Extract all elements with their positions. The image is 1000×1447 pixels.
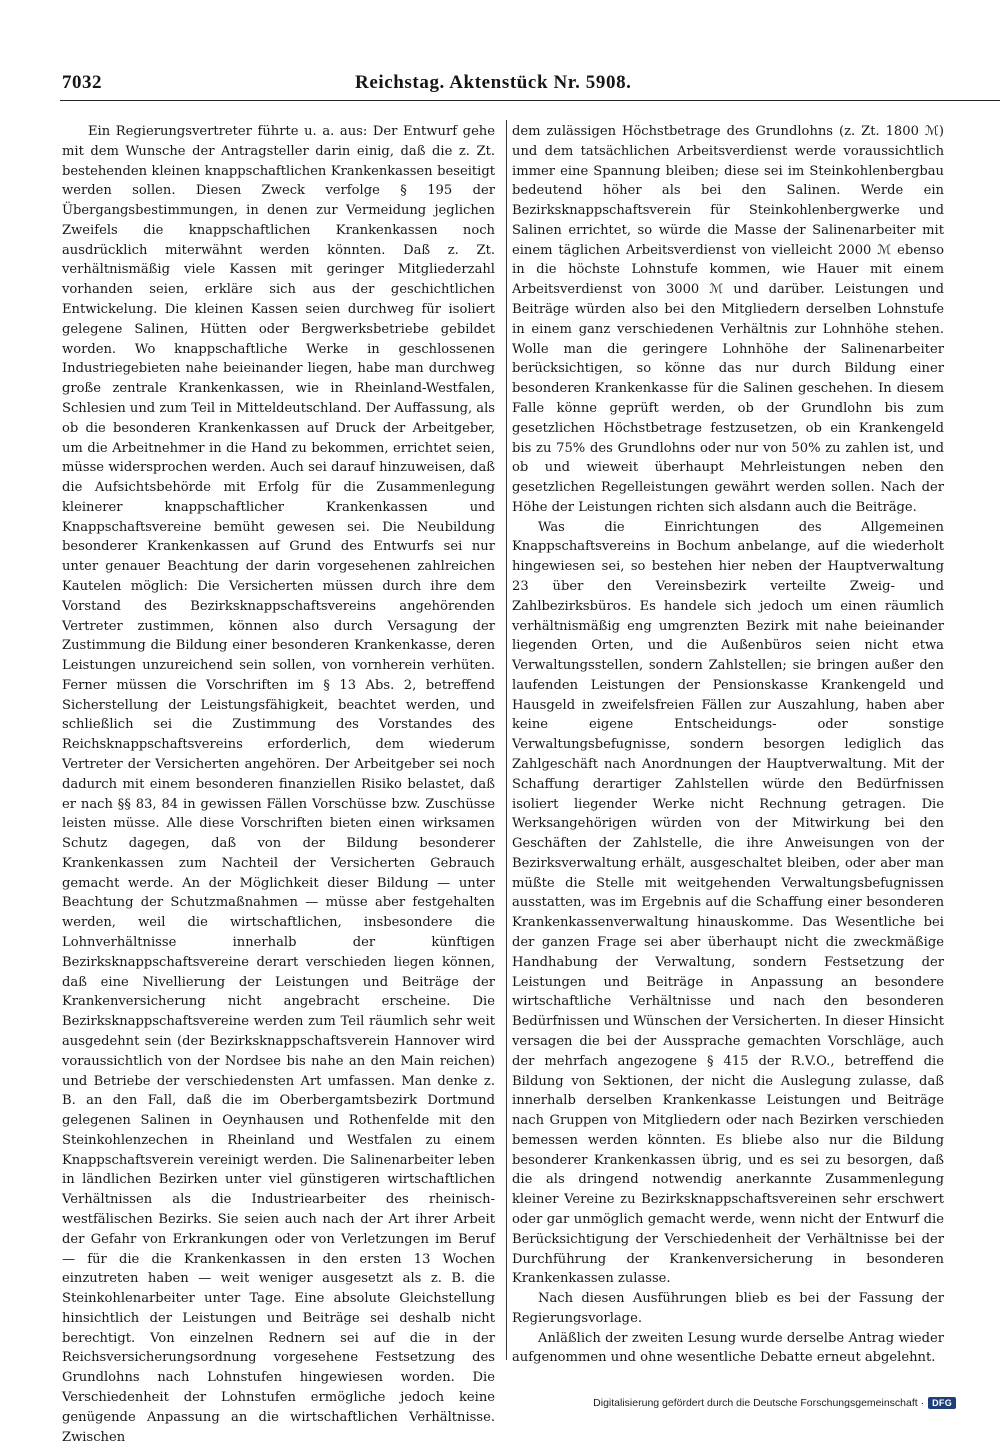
header-divider [60, 100, 1000, 101]
page-title: Reichstag. Aktenstück Nr. 5908. [355, 72, 632, 93]
footer-text: Digitalisierung gefördert durch die Deutsche Forschungsgemeinschaft · [593, 1397, 925, 1409]
left-paragraph-1: Ein Regierungsvertreter führte u. a. aus: Der Entwurf gehe mit dem Wunsche der Antragsteller darin einig, daß die z. Zt. bestehenden kleinen knappschaftlichen Krankenkassen beseitigt werden sollen. Diesen Zweck verfolge § 195 der Übergangsbestimmungen, in denen zur Vermeidung jeglichen Zweifels die knappschaftlichen Krankenkassen noch ausdrücklich miterwähnt werden könnten. Daß z. Zt. verhältnismäßig viele Kassen mit geringer Mitgliederzahl vorhanden seien, erkläre sich aus der geschichtlichen Entwickelung. Die kleinen Kassen seien durchweg für isoliert gelegene Salinen, Hütten oder Bergwerksbetriebe gebildet worden. Wo knappschaftliche Werke in geschlossenen Industriegebieten nahe beieinander liegen, habe man durchweg große zentrale Krankenkassen, wie in Rheinland-Westfalen, Schlesien und zum Teil in Mitteldeutschland. Der Auffassung, als ob die besonderen Krankenkassen auf Druck der Arbeitgeber, um die Arbeitnehmer in die Hand zu bekommen, errichtet seien, müsse widersprochen werden. Auch sei darauf hinzuweisen, daß die Aufsichtsbehörde mit Erfolg für die Zusammenlegung kleinerer knappschaftlicher Krankenkassen und Knappschaftsvereine bemüht gewesen sei. Die Neubildung besonderer Krankenkassen auf Grund des Entwurfs sei nur unter genauer Beachtung der darin vorgesehenen zahlreichen Kautelen möglich: Die Versicherten müssen durch ihre dem Vorstand des Bezirksknappschaftsvereins angehörenden Vertreter zustimmen, können also durch Versagung der Zustimmung die Bildung einer besonderen Krankenkasse, deren Leistungen unzureichend sein sollen, von vornherein verhüten. Ferner müssen die Vorschriften im § 13 Abs. 2, betreffend Sicherstellung der Leistungsfähigkeit, beachtet werden, und schließlich sei die Zustimmung des Vorstandes des Reichsknappschaftsvereins erforderlich, dem wiederum Vertreter der Versicherten angehören. Der Arbeitgeber sei noch dadurch mit einem besonderen finanziellen Risiko belastet, daß er nach §§ 83, 84 in gewissen Fällen Vorschüsse bzw. Zuschüsse leisten müsse. Alle diese Vorschriften bieten einen wirksamen Schutz dagegen, daß von der Bildung besonderer Krankenkassen zum Nachteil der Versicherten Gebrauch gemacht werde. An der Möglichkeit dieser Bildung — unter Beachtung der Schutzmaßnahmen — müsse aber festgehalten werden, weil die wirtschaftlichen, insbesondere die Lohnverhältnisse innerhalb der künftigen Bezirksknappschaftsvereine derart verschieden liegen können, daß eine Nivellierung der Leistungen und Beiträge der Krankenversicherung nicht angebracht erscheine. Die Bezirksknappschaftsvereine werden zum Teil räumlich sehr weit ausgedehnt sein (der Bezirksknappschaftsverein Hannover wird voraussichtlich von der Nordsee bis nahe an den Main reichen) und Betriebe der verschiedensten Art umfassen. Man denke z. B. an den Fall, daß die im Oberbergamtsbezirk Dortmund gelegenen Salinen in Oeynhausen und Rothenfelde mit den Steinkohlenzechen in Rheinland und Westfalen zu einem Knappschaftsverein vereinigt werden. Die Salinenarbeiter leben in ländlichen Bezirken unter viel günstigeren wirtschaftlichen Verhältnissen als die Industriearbeiter des rheinisch-westfälischen Bezirks. Sie seien auch nach der Art ihrer Arbeit der Gefahr von Erkrankungen oder von Verletzungen im Beruf — für die die Krankenkassen in den ersten 13 Wochen einzutreten haben — weit weniger ausgesetzt als z. B. die Steinkohlenarbeiter unter Tage. Eine absolute Gleichstellung hinsichtlich der Leistungen und Beiträge sei deshalb nicht berechtigt. Von einzelnen Rednern sei auf die in der Reichsversicherungsordnung vorgesehene Festsetzung des Grundlohns nach Lohnstufen hingewiesen worden. Die Verschiedenheit der Lohnstufen ermögliche jedoch keine genügende Anpassung an die wirtschaftlichen Verhältnisse. Zwischen [62, 124, 495, 1445]
right-paragraph-1: dem zulässigen Höchstbetrage des Grundlohns (z. Zt. 1800 ℳ) und dem tatsächlichen Arbeitsverdienst werde voraussichtlich immer eine Spannung bleiben; diese sei im Steinkohlenbergbau bedeutend höher als bei den Salinen. Werde ein Bezirksknappschaftsverein für Steinkohlenbergwerke und Salinen errichtet, so würde die Masse der Salinenarbeiter mit einem täglichen Arbeitsverdienst von vielleicht 2000 ℳ ebenso in die höchste Lohnstufe kommen, wie Hauer mit einem Arbeitsverdienst von 3000 ℳ und darüber. Leistungen und Beiträge würden also bei den Mitgliedern derselben Lohnstufe in einem ganz verschiedenen Verhältnis zur Lohnhöhe stehen. Wolle man die geringere Lohnhöhe der Salinenarbeiter berücksichtigen, so könne das nur durch Bildung einer besonderen Krankenkasse für die Salinen geschehen. In diesem Falle könne geprüft werden, ob der Grundlohn bis zum gesetzlichen Höchstbetrage festzusetzen, ob ein Krankengeld bis zu 75% des Grundlohns oder nur von 50% zu zahlen ist, und ob und wieweit überhaupt Mehrleistungen neben den gesetzlichen Regelleistungen gewährt werden sollen. Nach der Höhe der Leistungen richten sich alsdann auch die Beiträge. [512, 124, 944, 515]
right-paragraph-4: Anläßlich der zweiten Lesung wurde derselbe Antrag wieder aufgenommen und ohne wesentliche Debatte erneut abgelehnt. [512, 1330, 944, 1366]
page-number: 7032 [62, 72, 102, 93]
right-paragraph-2: Was die Einrichtungen des Allgemeinen Knappschaftsvereins in Bochum anbelange, auf die wiederholt hingewiesen sei, so bestehen hier neben der Hauptverwaltung 23 über den Vereinsbezirk verteilte Zweig- und Zahlbezirksbüros. Es handele sich jedoch um einen räumlich verhältnismäßig eng umgrenzten Bezirk mit nahe beieinander liegenden Orten, und die Außenbüros seien nicht etwa Verwaltungsstellen, sondern Zahlstellen; sie bringen außer den laufenden Leistungen der Pensionskasse Krankengeld und Hausgeld in zweifelsfreien Fällen zur Auszahlung, haben aber keine eigene Entscheidungs- oder sonstige Verwaltungsbefugnisse, sondern besorgen lediglich das Zahlgeschäft nach Anordnungen der Hauptverwaltung. Mit der Schaffung derartiger Zahlstellen würde den Bedürfnissen isoliert liegender Werke nicht Rechnung getragen. Die Werksangehörigen würden von der Mitwirkung bei den Geschäften der Zahlstelle, die ihre Anweisungen von der Bezirksverwaltung erhält, ausgeschaltet bleiben, oder aber man müßte die Stelle mit weitgehenden Verwaltungsbefugnissen ausstatten, was im Ergebnis auf die Schaffung einer besonderen Krankenkassenverwaltung hinauskomme. Das Wesentliche bei der ganzen Frage sei aber überhaupt nicht die zweckmäßige Handhabung der Verwaltung, sondern Festsetzung der Leistungen und Beiträge in Anpassung an besondere wirtschaftliche Verhältnisse und nach den besonderen Bedürfnissen und Wünschen der Versicherten. In dieser Hinsicht versagen die bei der Aussprache gemachten Vorschläge, auch der mehrfach angezogene § 415 der R.V.O., betreffend die Bildung von Sektionen, der nicht die Auslegung zulasse, daß innerhalb derselben Krankenkasse Leistungen und Beiträge nach Gruppen von Mitgliedern oder nach Bezirken verschieden bemessen werden könnten. Es bliebe also nur die Bildung besonderer Krankenkassen übrig, und es sei zu besorgen, daß die als dringend notwendig anerkannte Zusammenlegung kleiner Vereine zu Bezirksknappschaftsvereinen sehr erschwert oder gar unmöglich gemacht werde, wenn nicht der Entwurf die Berücksichtigung der Verschiedenheit der Verhältnisse bei der Durchführung der Krankenversicherung in besonderen Krankenkassen zulasse. [512, 519, 944, 1287]
page-header [62, 72, 1000, 98]
right-column [512, 122, 944, 1368]
right-paragraph-3: Nach diesen Ausführungen blieb es bei der Fassung der Regierungsvorlage. [512, 1291, 944, 1326]
left-column [62, 122, 495, 1447]
footer-credit [593, 1397, 956, 1409]
dfg-logo: DFG [928, 1397, 956, 1409]
column-divider [506, 120, 507, 1360]
